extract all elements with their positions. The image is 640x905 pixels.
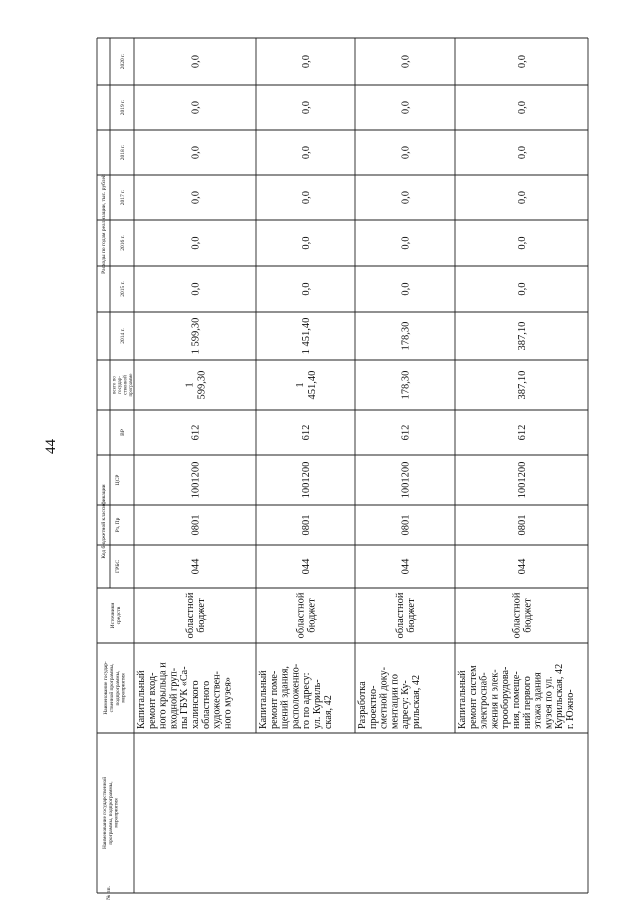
rzpr-header: Рз, Пр [114, 517, 121, 533]
year-2014-value: 1 599,30 [190, 317, 202, 355]
rzpr-value: 0801 [190, 514, 202, 536]
num-header: № пп. [105, 886, 112, 900]
year-value: 0,0 [190, 190, 202, 205]
year-value: 0,0 [400, 100, 412, 115]
year-2014-value: 387,10 [517, 321, 529, 351]
year-value: 0,0 [190, 100, 202, 115]
grbs-value: 044 [517, 558, 529, 575]
csr-header: ЦСР [114, 474, 121, 486]
csr-value: 1001200 [517, 461, 529, 499]
year-header: 2014 г. [119, 328, 126, 344]
source-value: областнойбюджет [295, 592, 318, 639]
vr-value: 612 [301, 424, 313, 441]
page-number: 44 [43, 439, 59, 454]
grbs-value: 044 [190, 558, 202, 575]
source-header: Источникисредств [109, 602, 122, 629]
year-value: 0,0 [517, 100, 529, 115]
year-value: 0,0 [517, 236, 529, 250]
rzpr-value: 0801 [400, 514, 412, 536]
rzpr-value: 0801 [301, 514, 313, 536]
measure-name: Капитальныйремонт вход-ного крыльца ивходной груп-пы ГБУК «Са-халинскогообластногохудожествен-ного музея» [136, 662, 234, 729]
year-value: 0,0 [400, 190, 412, 205]
vr-value: 612 [517, 424, 529, 441]
csr-value: 1001200 [190, 461, 202, 499]
year-value: 0,0 [301, 236, 313, 250]
total-value: 178,30 [400, 370, 412, 400]
measure-header: Наименование государ-ственной программы,подпрограммы,мероприятия [103, 661, 127, 715]
grbs-value: 044 [400, 558, 412, 575]
csr-value: 1001200 [301, 461, 313, 499]
csr-value: 1001200 [400, 461, 412, 499]
year-2014-value: 1 451,40 [301, 317, 313, 355]
year-value: 0,0 [301, 190, 313, 205]
source-value: областнойбюджет [511, 592, 534, 639]
grbs-header: ГРБС [114, 559, 121, 574]
source-value: областнойбюджет [395, 592, 418, 639]
budget-group-header: Код бюджетной классификации [100, 484, 107, 559]
year-value: 0,0 [190, 145, 202, 160]
total-header: всего погосудар-ственнойпрограмме [112, 373, 134, 397]
year-2014-value: 178,30 [400, 321, 412, 351]
total-value: 387,10 [517, 370, 529, 400]
grbs-value: 044 [301, 558, 313, 575]
vr-header: ВР [119, 429, 126, 436]
year-header: 2018 г. [119, 144, 126, 161]
year-value: 0,0 [301, 145, 313, 160]
year-value: 0,0 [190, 54, 202, 69]
program-header: Наименование государственнойпрограммы, подпрограммы,мероприятия [102, 776, 120, 850]
vr-value: 612 [190, 424, 202, 441]
source-value: областнойбюджет [185, 592, 208, 639]
vr-value: 612 [400, 424, 412, 441]
year-value: 0,0 [400, 282, 412, 296]
total-value: 1451,40 [295, 370, 319, 400]
year-header: 2015 г. [119, 281, 126, 297]
year-value: 0,0 [400, 236, 412, 250]
year-header: 2017 г. [119, 189, 126, 206]
year-header: 2019 г. [119, 99, 126, 116]
year-header: 2020 г. [119, 53, 126, 70]
year-value: 0,0 [517, 145, 529, 160]
year-value: 0,0 [517, 54, 529, 69]
year-value: 0,0 [190, 236, 202, 250]
year-value: 0,0 [190, 282, 202, 296]
year-value: 0,0 [400, 145, 412, 160]
year-value: 0,0 [517, 282, 529, 296]
measure-name: Разработкапроектно-сметной доку-ментации поадресу: Ку-рильская, 42 [357, 666, 422, 729]
year-value: 0,0 [517, 190, 529, 205]
measure-name: Капитальныйремонт системэлектроснаб-жения и элек-трооборудова-ния, помеще-ний первогоэтажа зданиямузея по ул.Курильская, 42г. Южно- [457, 663, 576, 729]
year-value: 0,0 [400, 54, 412, 69]
year-header: 2016 г. [119, 235, 126, 251]
total-value: 1599,30 [184, 370, 208, 400]
expense-group-header: Расходы по годам реализации, тыс. рублей [100, 174, 107, 274]
year-value: 0,0 [301, 100, 313, 115]
measure-name: Капитальныйремонт поме-щений здания,расположенно-го по адресу:ул. Куриль-ская, 42 [258, 663, 334, 729]
year-value: 0,0 [301, 54, 313, 69]
rzpr-value: 0801 [517, 514, 529, 536]
year-value: 0,0 [301, 282, 313, 296]
